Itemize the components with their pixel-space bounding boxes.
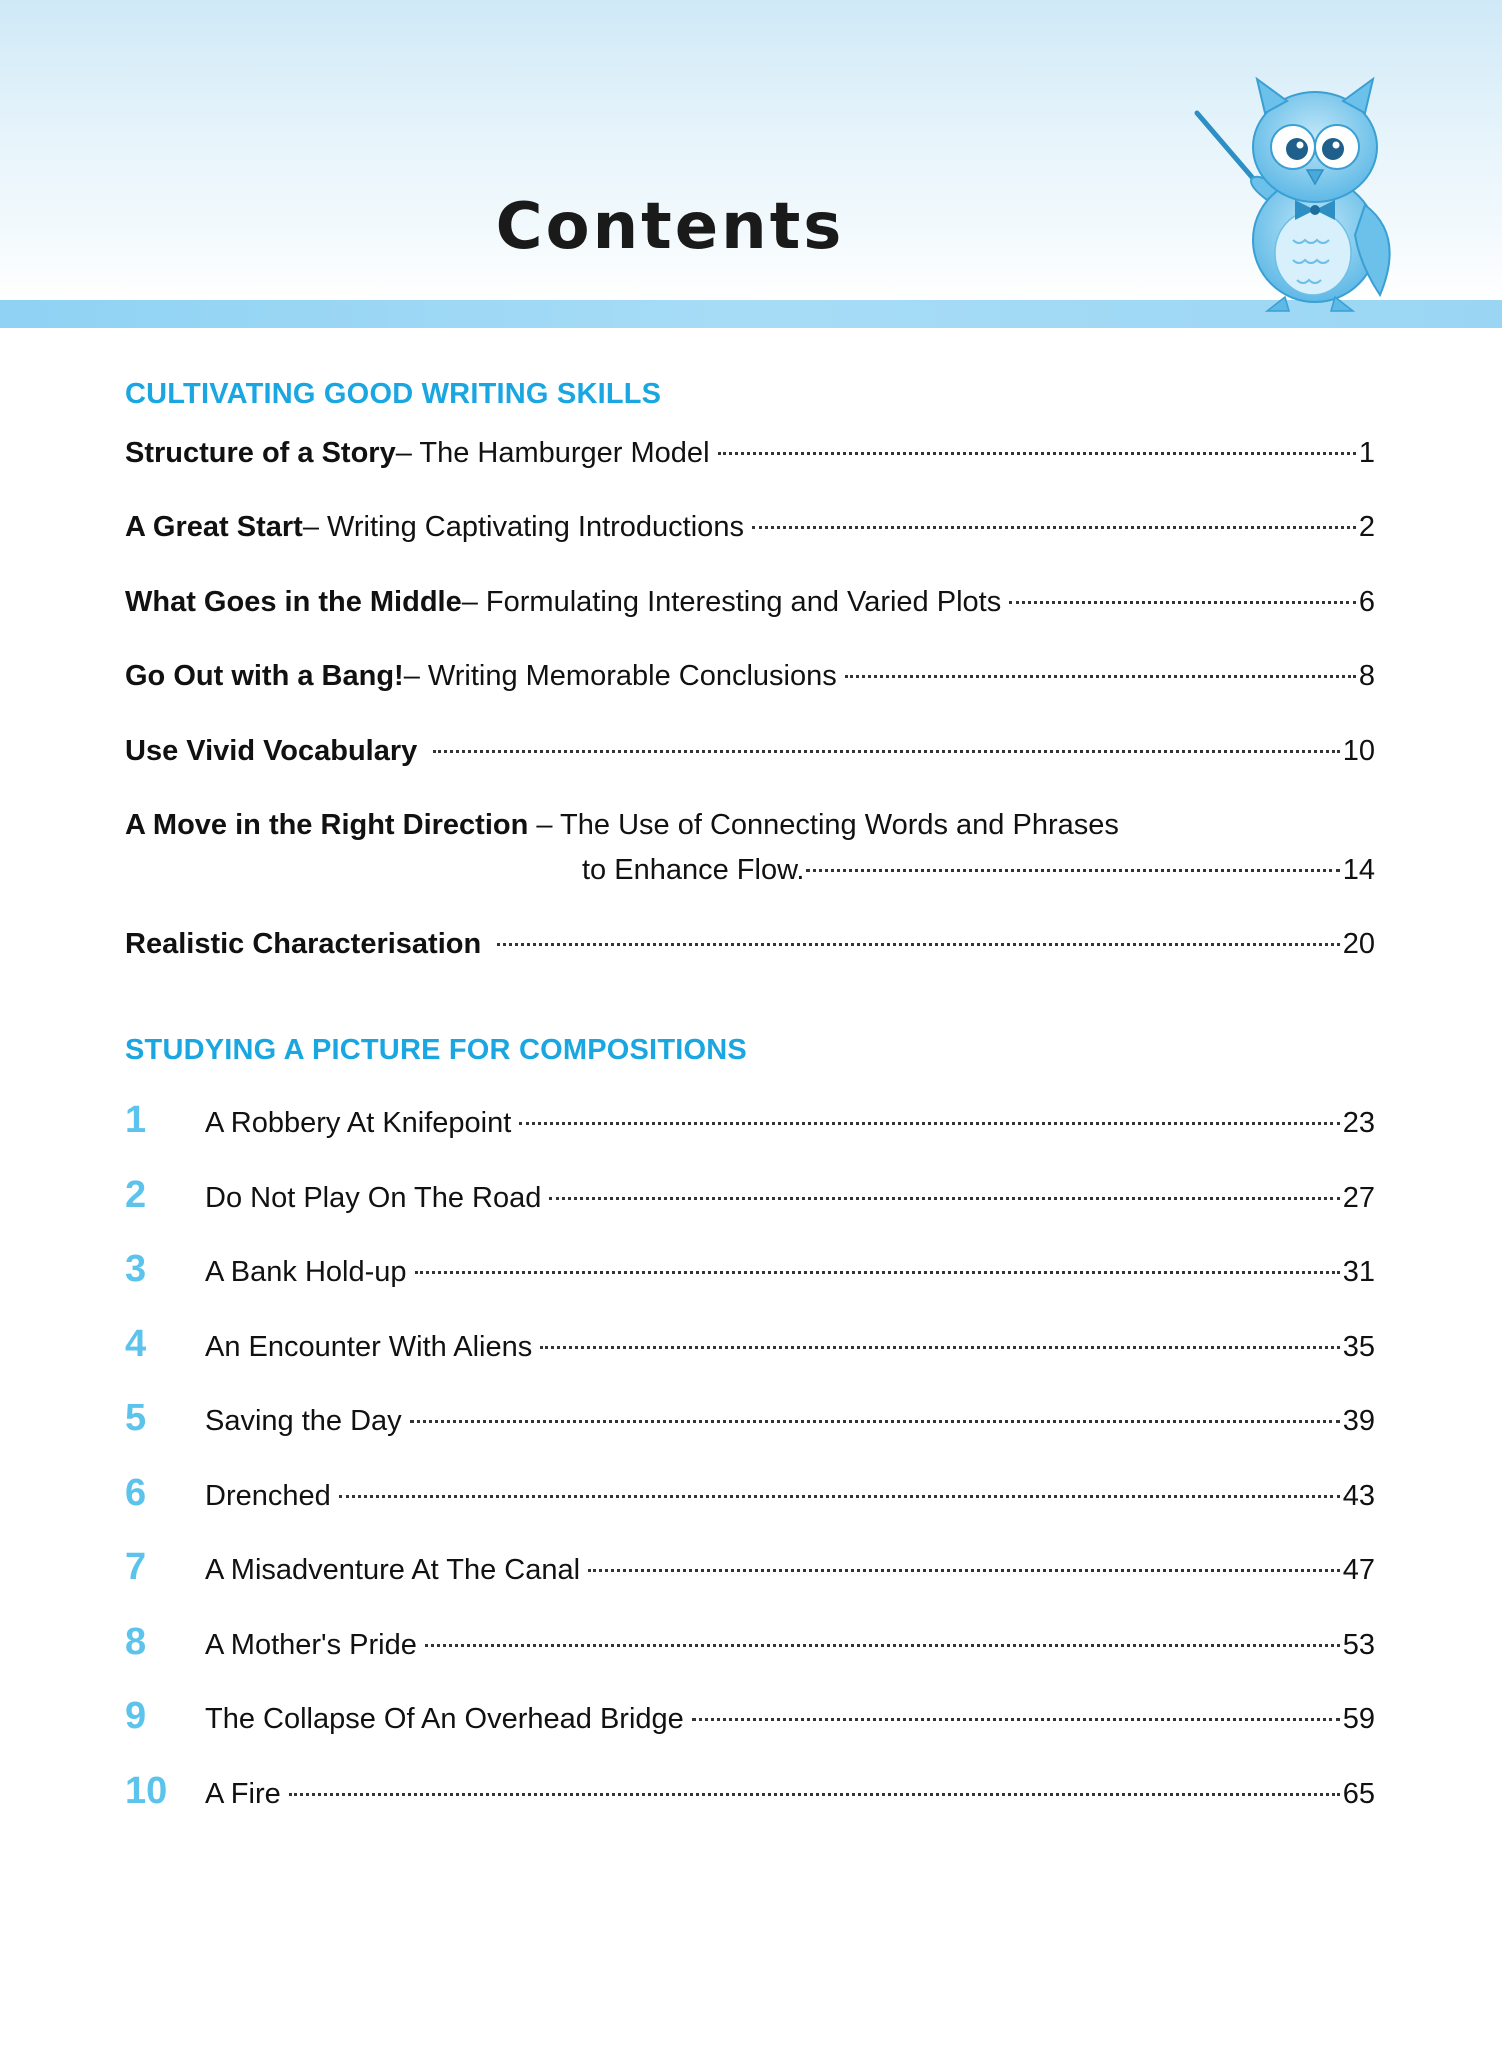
toc-entry-number: 5	[125, 1397, 147, 1439]
toc-entry-title: Saving the Day	[205, 1405, 402, 1437]
toc-entry-number: 9	[125, 1695, 147, 1737]
toc-page-number: 43	[1342, 1480, 1375, 1512]
toc-entry-subtitle-continued: to Enhance Flow.	[582, 854, 805, 886]
dot-leader	[588, 1569, 1340, 1572]
dot-leader	[425, 1644, 1340, 1647]
toc-entry[interactable]	[125, 923, 1375, 965]
toc-entry-subtitle: – Writing Memorable Conclusions	[403, 660, 837, 692]
toc-entry[interactable]	[125, 1248, 1375, 1290]
toc-entry[interactable]	[125, 506, 1375, 548]
dot-leader	[339, 1495, 1340, 1498]
toc-entry-number: 4	[125, 1323, 147, 1365]
toc-page-number: 20	[1342, 928, 1375, 960]
toc-entry-title: The Collapse Of An Overhead Bridge	[205, 1703, 684, 1735]
toc-entry-title: A Mother's Pride	[205, 1629, 417, 1661]
toc-entry-first-line[interactable]	[125, 804, 1119, 846]
toc-entry-title: Drenched	[205, 1480, 331, 1512]
dot-leader	[549, 1197, 1339, 1200]
toc-entry-title: A Misadventure At The Canal	[205, 1554, 581, 1586]
toc-entry[interactable]	[125, 1695, 1375, 1737]
toc-entry[interactable]	[125, 1174, 1375, 1216]
toc-page-number: 47	[1342, 1554, 1375, 1586]
toc-entry-number: 7	[125, 1546, 147, 1588]
toc-page-number: 2	[1358, 511, 1375, 543]
toc-entry-number: 3	[125, 1248, 147, 1290]
toc-page-number: 27	[1342, 1182, 1375, 1214]
toc-page-number: 53	[1342, 1629, 1375, 1661]
toc-entry[interactable]	[125, 655, 1375, 697]
toc-entry[interactable]	[125, 1472, 1375, 1514]
page-title: Contents	[495, 190, 845, 264]
toc-entry-subtitle: – The Use of Connecting Words and Phrases	[528, 809, 1119, 841]
dot-leader	[845, 675, 1356, 678]
dot-leader	[410, 1420, 1340, 1423]
toc-entry-title: A Robbery At Knifepoint	[205, 1107, 512, 1139]
toc-entry-subtitle: – Formulating Interesting and Varied Plots	[461, 586, 1002, 618]
toc-page-number: 1	[1358, 437, 1375, 469]
toc-entry-number: 8	[125, 1621, 147, 1663]
dot-leader	[519, 1122, 1339, 1125]
toc-page-number: 8	[1358, 660, 1375, 692]
toc-entry-number: 6	[125, 1472, 147, 1514]
dot-leader	[433, 750, 1339, 753]
toc-page-number: 23	[1342, 1107, 1375, 1139]
toc-entry[interactable]	[125, 1323, 1375, 1365]
toc-entry-title: A Move in the Right Direction	[125, 809, 529, 841]
toc-entry-title: A Fire	[205, 1778, 281, 1810]
toc-entry[interactable]	[125, 1099, 1375, 1141]
toc-entry[interactable]	[125, 432, 1375, 474]
toc-page-number: 31	[1342, 1256, 1375, 1288]
toc-entry[interactable]	[125, 730, 1375, 772]
toc-page-number: 35	[1342, 1331, 1375, 1363]
section-heading-writing-skills: CULTIVATING GOOD WRITING SKILLS	[125, 378, 662, 410]
toc-entry-title: A Bank Hold-up	[205, 1256, 407, 1288]
dot-leader	[718, 452, 1356, 455]
toc-entry-title: Structure of a Story	[125, 437, 396, 469]
toc-entry-title: Use Vivid Vocabulary	[125, 735, 418, 767]
dot-leader	[289, 1793, 1340, 1796]
toc-entry-title: A Great Start	[125, 511, 303, 543]
section-heading-picture-compositions: STUDYING A PICTURE FOR COMPOSITIONS	[125, 1034, 747, 1066]
toc-page-number: 10	[1342, 735, 1375, 767]
toc-entry[interactable]	[125, 1621, 1375, 1663]
toc-entry-subtitle: – Writing Captivating Introductions	[302, 511, 744, 543]
toc-entry[interactable]	[125, 1546, 1375, 1588]
toc-entry-number: 10	[125, 1770, 168, 1812]
toc-entry-continuation[interactable]	[582, 849, 1375, 891]
toc-entry-title: Realistic Characterisation	[125, 928, 482, 960]
toc-page-number: 6	[1358, 586, 1375, 618]
toc-page-number: 65	[1342, 1778, 1375, 1810]
dot-leader	[752, 526, 1356, 529]
toc-page-number: 39	[1342, 1405, 1375, 1437]
toc-entry-number: 1	[125, 1099, 147, 1141]
dot-leader	[692, 1718, 1340, 1721]
dot-leader	[415, 1271, 1340, 1274]
toc-entry-subtitle: – The Hamburger Model	[395, 437, 710, 469]
toc-entry-number: 2	[125, 1174, 147, 1216]
toc-entry-title: Do Not Play On The Road	[205, 1182, 542, 1214]
toc-entry-title: What Goes in the Middle	[125, 586, 462, 618]
dot-leader	[540, 1346, 1340, 1349]
toc-entry[interactable]	[125, 581, 1375, 623]
owl-mascot-icon	[1185, 75, 1415, 320]
toc-page-number: 14	[1342, 854, 1375, 886]
dot-leader	[497, 943, 1340, 946]
toc-entry[interactable]	[125, 1397, 1375, 1439]
toc-page-number: 59	[1342, 1703, 1375, 1735]
dot-leader	[806, 869, 1339, 872]
toc-entry-title: An Encounter With Aliens	[205, 1331, 533, 1363]
toc-entry-title: Go Out with a Bang!	[125, 660, 404, 692]
dot-leader	[1009, 601, 1356, 604]
toc-entry[interactable]	[125, 1770, 1375, 1812]
